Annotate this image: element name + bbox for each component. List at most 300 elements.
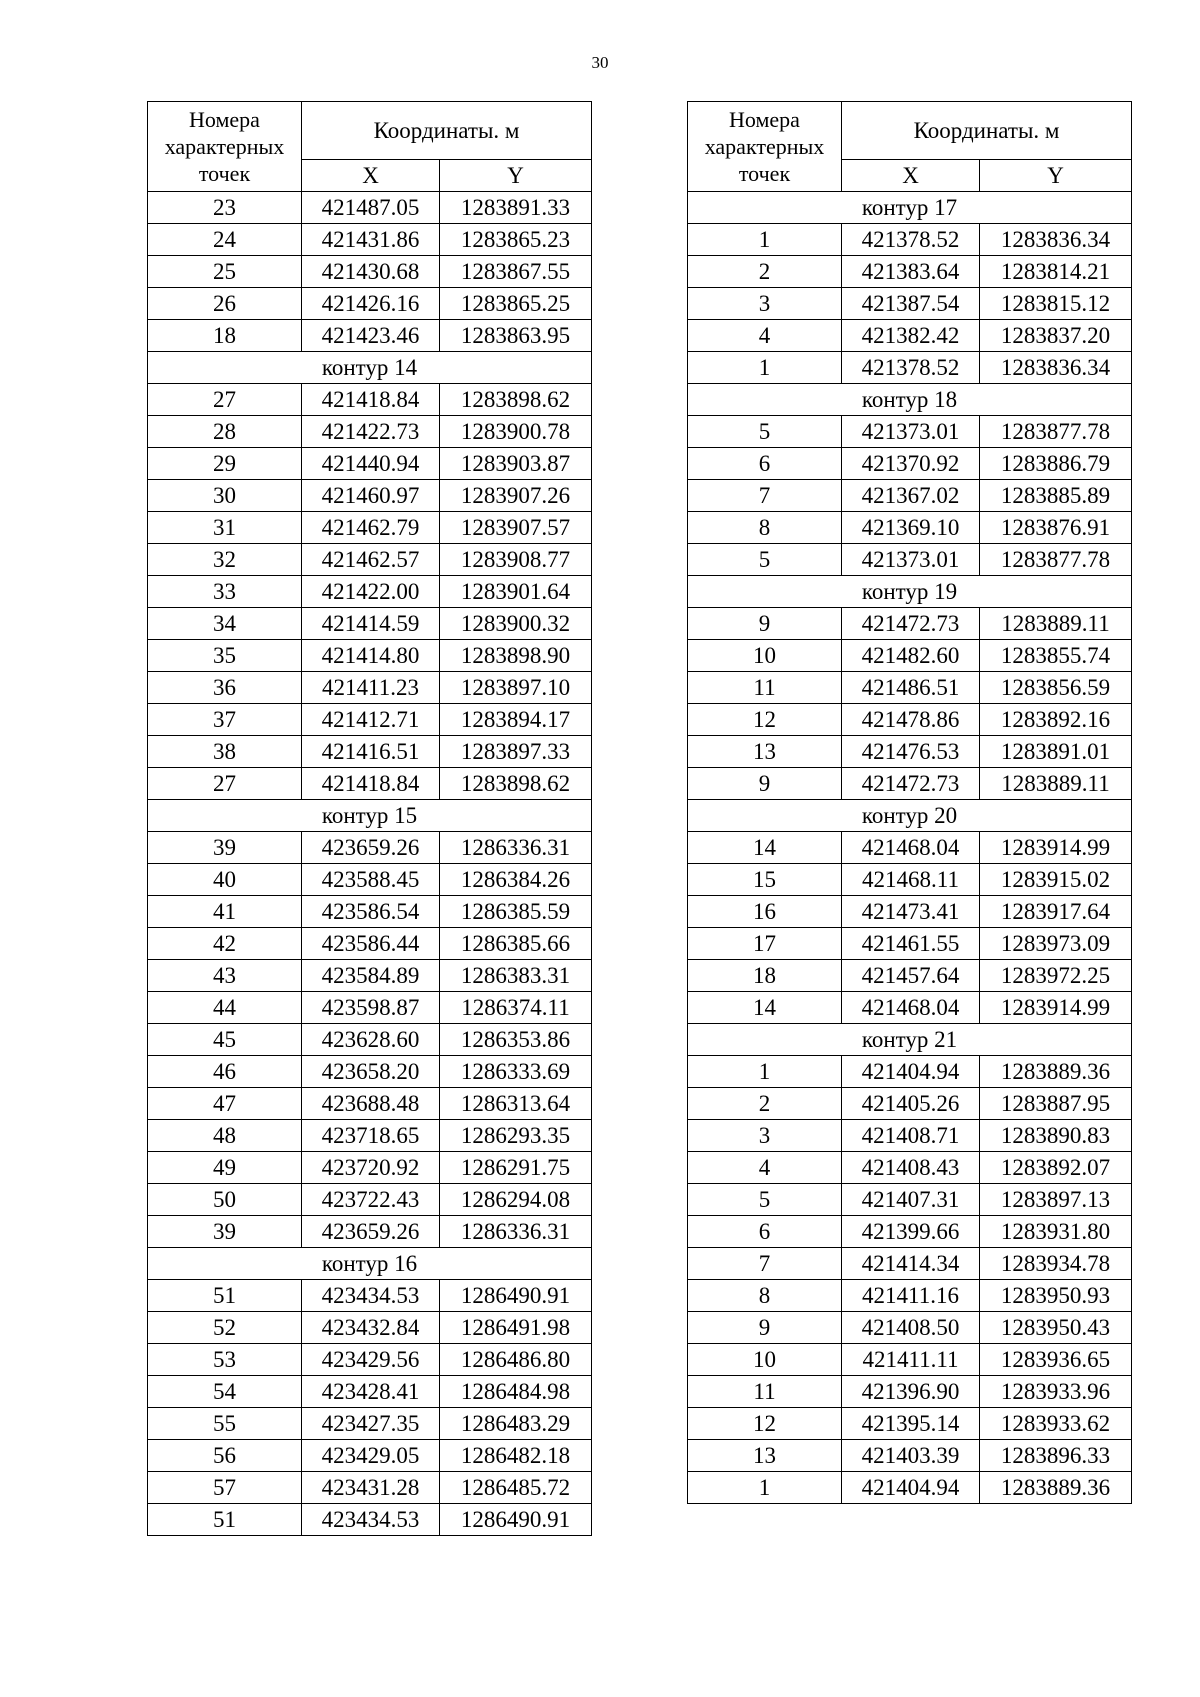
x-coordinate-cell: 421414.59 [302, 608, 440, 640]
x-coordinate-cell: 421407.31 [842, 1184, 980, 1216]
point-number-cell: 18 [148, 320, 302, 352]
point-number-cell: 18 [688, 960, 842, 992]
contour-label: контур 19 [688, 576, 1132, 608]
x-coordinate-cell: 421408.50 [842, 1312, 980, 1344]
x-coordinate-cell: 421440.94 [302, 448, 440, 480]
point-number-cell: 40 [148, 864, 302, 896]
y-coordinate-cell: 1283897.33 [440, 736, 592, 768]
contour-row [688, 384, 1132, 416]
table-row [688, 1408, 1132, 1440]
point-number-cell: 38 [148, 736, 302, 768]
table-row [148, 608, 592, 640]
point-number-cell: 11 [688, 672, 842, 704]
contour-label: контур 20 [688, 800, 1132, 832]
table-row [688, 1184, 1132, 1216]
table-row [688, 672, 1132, 704]
table-row [148, 768, 592, 800]
y-coordinate-cell: 1283897.13 [980, 1184, 1132, 1216]
contour-label: контур 18 [688, 384, 1132, 416]
y-coordinate-cell: 1286383.31 [440, 960, 592, 992]
x-coordinate-cell: 421411.11 [842, 1344, 980, 1376]
table-row [688, 832, 1132, 864]
table-row [688, 1312, 1132, 1344]
contour-row [148, 800, 592, 832]
point-number-cell: 39 [148, 832, 302, 864]
table-row [688, 1056, 1132, 1088]
y-coordinate-cell: 1283889.11 [980, 768, 1132, 800]
x-coordinate-cell: 423584.89 [302, 960, 440, 992]
contour-row [688, 192, 1132, 224]
point-number-cell: 5 [688, 544, 842, 576]
contour-row [148, 352, 592, 384]
point-number-cell: 43 [148, 960, 302, 992]
y-coordinate-cell: 1286490.91 [440, 1280, 592, 1312]
point-number-cell: 50 [148, 1184, 302, 1216]
y-coordinate-cell: 1283907.57 [440, 512, 592, 544]
x-coordinate-cell: 421403.39 [842, 1440, 980, 1472]
y-coordinate-cell: 1283896.33 [980, 1440, 1132, 1472]
table-row [148, 384, 592, 416]
point-number-cell: 2 [688, 1088, 842, 1120]
x-coordinate-cell: 421404.94 [842, 1056, 980, 1088]
table-row [148, 640, 592, 672]
point-number-cell: 15 [688, 864, 842, 896]
y-coordinate-cell: 1286483.29 [440, 1408, 592, 1440]
x-coordinate-cell: 423434.53 [302, 1280, 440, 1312]
table-row [148, 416, 592, 448]
x-coordinate-cell: 421486.51 [842, 672, 980, 704]
x-coordinate-cell: 421473.41 [842, 896, 980, 928]
point-number-cell: 1 [688, 352, 842, 384]
y-coordinate-cell: 1283907.26 [440, 480, 592, 512]
y-coordinate-cell: 1283903.87 [440, 448, 592, 480]
x-coordinate-cell: 421412.71 [302, 704, 440, 736]
x-coordinate-cell: 421395.14 [842, 1408, 980, 1440]
x-coordinate-cell: 421461.55 [842, 928, 980, 960]
x-coordinate-cell: 421405.26 [842, 1088, 980, 1120]
y-coordinate-cell: 1283886.79 [980, 448, 1132, 480]
point-number-header: Номера характерных точек [148, 102, 302, 192]
x-coordinate-cell: 421482.60 [842, 640, 980, 672]
table-row [148, 1152, 592, 1184]
y-coordinate-cell: 1283934.78 [980, 1248, 1132, 1280]
y-coordinate-cell: 1283876.91 [980, 512, 1132, 544]
x-coordinate-cell: 423628.60 [302, 1024, 440, 1056]
x-coordinate-cell: 421416.51 [302, 736, 440, 768]
y-coordinate-cell: 1283901.64 [440, 576, 592, 608]
x-coordinate-cell: 423428.41 [302, 1376, 440, 1408]
table-row [688, 224, 1132, 256]
table-row [688, 704, 1132, 736]
point-number-cell: 11 [688, 1376, 842, 1408]
point-number-cell: 5 [688, 416, 842, 448]
x-coordinate-cell: 423720.92 [302, 1152, 440, 1184]
table-row [148, 576, 592, 608]
x-coordinate-cell: 421370.92 [842, 448, 980, 480]
x-coordinate-cell: 421430.68 [302, 256, 440, 288]
y-coordinate-cell: 1283855.74 [980, 640, 1132, 672]
table-row [148, 224, 592, 256]
y-coordinate-cell: 1283865.25 [440, 288, 592, 320]
table-row [148, 896, 592, 928]
table-row [688, 1248, 1132, 1280]
y-coordinate-cell: 1286291.75 [440, 1152, 592, 1184]
table-row [688, 288, 1132, 320]
x-coordinate-cell: 421422.73 [302, 416, 440, 448]
y-coordinate-cell: 1283898.62 [440, 384, 592, 416]
table-row [688, 928, 1132, 960]
point-number-cell: 34 [148, 608, 302, 640]
y-coordinate-cell: 1286486.80 [440, 1344, 592, 1376]
x-coordinate-cell: 423429.56 [302, 1344, 440, 1376]
table-row [148, 288, 592, 320]
point-number-cell: 1 [688, 1056, 842, 1088]
table-row [688, 1376, 1132, 1408]
table-row [688, 608, 1132, 640]
y-coordinate-cell: 1286374.11 [440, 992, 592, 1024]
y-coordinate-cell: 1283936.65 [980, 1344, 1132, 1376]
point-number-cell: 8 [688, 1280, 842, 1312]
point-number-cell: 54 [148, 1376, 302, 1408]
table-row [688, 768, 1132, 800]
y-coordinate-cell: 1283914.99 [980, 832, 1132, 864]
table-row [148, 1440, 592, 1472]
y-coordinate-cell: 1283892.07 [980, 1152, 1132, 1184]
y-coordinate-cell: 1286491.98 [440, 1312, 592, 1344]
y-coordinate-cell: 1283898.62 [440, 768, 592, 800]
x-header: X [302, 160, 440, 192]
point-number-cell: 30 [148, 480, 302, 512]
point-number-cell: 23 [148, 192, 302, 224]
table-row [148, 1344, 592, 1376]
table-row [688, 1120, 1132, 1152]
point-number-cell: 12 [688, 704, 842, 736]
y-coordinate-cell: 1286336.31 [440, 1216, 592, 1248]
y-header: Y [440, 160, 592, 192]
table-row [148, 1280, 592, 1312]
y-coordinate-cell: 1283885.89 [980, 480, 1132, 512]
x-coordinate-cell: 421426.16 [302, 288, 440, 320]
y-coordinate-cell: 1283950.93 [980, 1280, 1132, 1312]
contour-row [688, 576, 1132, 608]
y-coordinate-cell: 1283915.02 [980, 864, 1132, 896]
x-coordinate-cell: 421418.84 [302, 768, 440, 800]
y-coordinate-cell: 1286353.86 [440, 1024, 592, 1056]
point-number-cell: 42 [148, 928, 302, 960]
point-number-cell: 9 [688, 608, 842, 640]
point-number-cell: 51 [148, 1280, 302, 1312]
table-row [148, 672, 592, 704]
x-coordinate-cell: 421468.04 [842, 992, 980, 1024]
point-number-cell: 47 [148, 1088, 302, 1120]
x-coordinate-cell: 421460.97 [302, 480, 440, 512]
table-row [688, 320, 1132, 352]
x-coordinate-cell: 421476.53 [842, 736, 980, 768]
point-number-cell: 9 [688, 768, 842, 800]
x-coordinate-cell: 421457.64 [842, 960, 980, 992]
table-row [148, 928, 592, 960]
x-coordinate-cell: 423659.26 [302, 1216, 440, 1248]
table-row [688, 512, 1132, 544]
table-row [148, 480, 592, 512]
point-number-cell: 14 [688, 832, 842, 864]
point-number-cell: 53 [148, 1344, 302, 1376]
table-body [148, 192, 592, 1536]
y-header: Y [980, 160, 1132, 192]
table-row [148, 256, 592, 288]
y-coordinate-cell: 1283933.62 [980, 1408, 1132, 1440]
y-coordinate-cell: 1283914.99 [980, 992, 1132, 1024]
y-coordinate-cell: 1283836.34 [980, 224, 1132, 256]
table-row [148, 1056, 592, 1088]
y-coordinate-cell: 1283867.55 [440, 256, 592, 288]
x-coordinate-cell: 421462.57 [302, 544, 440, 576]
point-number-cell: 56 [148, 1440, 302, 1472]
x-coordinate-cell: 421373.01 [842, 416, 980, 448]
y-coordinate-cell: 1283836.34 [980, 352, 1132, 384]
x-coordinate-cell: 423688.48 [302, 1088, 440, 1120]
y-coordinate-cell: 1283900.78 [440, 416, 592, 448]
x-coordinate-cell: 423659.26 [302, 832, 440, 864]
y-coordinate-cell: 1283877.78 [980, 416, 1132, 448]
x-coordinate-cell: 421422.00 [302, 576, 440, 608]
table-row [148, 448, 592, 480]
x-coordinate-cell: 423718.65 [302, 1120, 440, 1152]
table-row [688, 1152, 1132, 1184]
y-coordinate-cell: 1283950.43 [980, 1312, 1132, 1344]
x-coordinate-cell: 421472.73 [842, 608, 980, 640]
y-coordinate-cell: 1283892.16 [980, 704, 1132, 736]
point-number-cell: 51 [148, 1504, 302, 1536]
point-number-cell: 4 [688, 1152, 842, 1184]
y-coordinate-cell: 1283894.17 [440, 704, 592, 736]
table-row [148, 1120, 592, 1152]
x-coordinate-cell: 421369.10 [842, 512, 980, 544]
page-number: 30 [591, 53, 609, 72]
table-row [688, 1280, 1132, 1312]
point-number-cell: 36 [148, 672, 302, 704]
point-number-cell: 14 [688, 992, 842, 1024]
x-coordinate-cell: 421487.05 [302, 192, 440, 224]
point-number-cell: 25 [148, 256, 302, 288]
x-coordinate-cell: 421378.52 [842, 224, 980, 256]
y-coordinate-cell: 1286385.59 [440, 896, 592, 928]
x-coordinate-cell: 423429.05 [302, 1440, 440, 1472]
x-coordinate-cell: 421408.71 [842, 1120, 980, 1152]
x-coordinate-cell: 421414.80 [302, 640, 440, 672]
x-coordinate-cell: 421367.02 [842, 480, 980, 512]
y-coordinate-cell: 1286293.35 [440, 1120, 592, 1152]
point-number-cell: 10 [688, 1344, 842, 1376]
x-coordinate-cell: 423427.35 [302, 1408, 440, 1440]
y-coordinate-cell: 1283865.23 [440, 224, 592, 256]
x-coordinate-cell: 423586.44 [302, 928, 440, 960]
point-number-cell: 33 [148, 576, 302, 608]
coordinates-table-left [147, 101, 592, 1536]
x-coordinate-cell: 421472.73 [842, 768, 980, 800]
coordinates-header: Координаты. м [302, 102, 592, 160]
contour-row [148, 1248, 592, 1280]
table-row [688, 256, 1132, 288]
table-row [148, 1088, 592, 1120]
table-row [148, 704, 592, 736]
table-row [688, 864, 1132, 896]
table-row [148, 544, 592, 576]
x-coordinate-cell: 423432.84 [302, 1312, 440, 1344]
x-coordinate-cell: 421383.64 [842, 256, 980, 288]
point-number-cell: 28 [148, 416, 302, 448]
table-row [688, 1472, 1132, 1504]
contour-label: контур 16 [148, 1248, 592, 1280]
table-row [688, 992, 1132, 1024]
point-number-cell: 48 [148, 1120, 302, 1152]
table-row [688, 480, 1132, 512]
point-number-cell: 16 [688, 896, 842, 928]
x-coordinate-cell: 421431.86 [302, 224, 440, 256]
contour-label: контур 17 [688, 192, 1132, 224]
table-row [688, 1440, 1132, 1472]
contour-label: контур 21 [688, 1024, 1132, 1056]
x-coordinate-cell: 421373.01 [842, 544, 980, 576]
table-row [148, 1504, 592, 1536]
y-coordinate-cell: 1286336.31 [440, 832, 592, 864]
point-number-cell: 3 [688, 1120, 842, 1152]
y-coordinate-cell: 1283897.10 [440, 672, 592, 704]
y-coordinate-cell: 1283889.11 [980, 608, 1132, 640]
y-coordinate-cell: 1286313.64 [440, 1088, 592, 1120]
y-coordinate-cell: 1283837.20 [980, 320, 1132, 352]
table-row [148, 1184, 592, 1216]
point-number-cell: 52 [148, 1312, 302, 1344]
x-coordinate-cell: 421414.34 [842, 1248, 980, 1280]
point-number-cell: 32 [148, 544, 302, 576]
point-number-cell: 26 [148, 288, 302, 320]
x-coordinate-cell: 421478.86 [842, 704, 980, 736]
point-number-cell: 8 [688, 512, 842, 544]
point-number-cell: 31 [148, 512, 302, 544]
table-body [688, 192, 1132, 1504]
y-coordinate-cell: 1286333.69 [440, 1056, 592, 1088]
contour-row [688, 800, 1132, 832]
coordinates-table-right [687, 101, 1132, 1504]
table-row [688, 1216, 1132, 1248]
coordinates-header: Координаты. м [842, 102, 1132, 160]
table-row [688, 544, 1132, 576]
y-coordinate-cell: 1283931.80 [980, 1216, 1132, 1248]
x-coordinate-cell: 423431.28 [302, 1472, 440, 1504]
point-number-cell: 29 [148, 448, 302, 480]
point-number-cell: 2 [688, 256, 842, 288]
point-number-cell: 12 [688, 1408, 842, 1440]
point-number-cell: 7 [688, 480, 842, 512]
x-coordinate-cell: 421418.84 [302, 384, 440, 416]
y-coordinate-cell: 1283898.90 [440, 640, 592, 672]
point-number-cell: 13 [688, 1440, 842, 1472]
table-row [148, 1312, 592, 1344]
point-number-cell: 39 [148, 1216, 302, 1248]
y-coordinate-cell: 1283814.21 [980, 256, 1132, 288]
table-row [148, 1376, 592, 1408]
y-coordinate-cell: 1286490.91 [440, 1504, 592, 1536]
table-row [148, 992, 592, 1024]
y-coordinate-cell: 1283908.77 [440, 544, 592, 576]
point-number-cell: 55 [148, 1408, 302, 1440]
point-number-cell: 6 [688, 448, 842, 480]
point-number-cell: 24 [148, 224, 302, 256]
x-coordinate-cell: 421387.54 [842, 288, 980, 320]
x-coordinate-cell: 421382.42 [842, 320, 980, 352]
table-row [148, 512, 592, 544]
y-coordinate-cell: 1286385.66 [440, 928, 592, 960]
contour-row [688, 1024, 1132, 1056]
point-number-cell: 45 [148, 1024, 302, 1056]
x-coordinate-cell: 423588.45 [302, 864, 440, 896]
x-coordinate-cell: 421399.66 [842, 1216, 980, 1248]
point-number-cell: 1 [688, 224, 842, 256]
y-coordinate-cell: 1286384.26 [440, 864, 592, 896]
y-coordinate-cell: 1286484.98 [440, 1376, 592, 1408]
table-row [688, 448, 1132, 480]
point-number-cell: 9 [688, 1312, 842, 1344]
point-number-cell: 7 [688, 1248, 842, 1280]
y-coordinate-cell: 1283889.36 [980, 1056, 1132, 1088]
table-row [148, 1408, 592, 1440]
x-coordinate-cell: 423586.54 [302, 896, 440, 928]
point-number-cell: 13 [688, 736, 842, 768]
point-number-cell: 49 [148, 1152, 302, 1184]
y-coordinate-cell: 1283890.83 [980, 1120, 1132, 1152]
point-number-cell: 10 [688, 640, 842, 672]
x-coordinate-cell: 421396.90 [842, 1376, 980, 1408]
y-coordinate-cell: 1286294.08 [440, 1184, 592, 1216]
y-coordinate-cell: 1286482.18 [440, 1440, 592, 1472]
table-row [148, 1024, 592, 1056]
x-coordinate-cell: 423434.53 [302, 1504, 440, 1536]
point-number-cell: 41 [148, 896, 302, 928]
table-row [688, 1088, 1132, 1120]
table-row [688, 352, 1132, 384]
point-number-cell: 27 [148, 768, 302, 800]
table-row [688, 1344, 1132, 1376]
point-number-cell: 35 [148, 640, 302, 672]
x-coordinate-cell: 423598.87 [302, 992, 440, 1024]
point-number-cell: 3 [688, 288, 842, 320]
point-number-cell: 46 [148, 1056, 302, 1088]
x-coordinate-cell: 421411.23 [302, 672, 440, 704]
point-number-cell: 6 [688, 1216, 842, 1248]
table-row [148, 864, 592, 896]
table-row [148, 736, 592, 768]
x-coordinate-cell: 423722.43 [302, 1184, 440, 1216]
y-coordinate-cell: 1283933.96 [980, 1376, 1132, 1408]
x-coordinate-cell: 421462.79 [302, 512, 440, 544]
table-row [148, 192, 592, 224]
y-coordinate-cell: 1283900.32 [440, 608, 592, 640]
y-coordinate-cell: 1283889.36 [980, 1472, 1132, 1504]
y-coordinate-cell: 1283815.12 [980, 288, 1132, 320]
table-row [148, 1216, 592, 1248]
table-row [688, 896, 1132, 928]
point-number-cell: 27 [148, 384, 302, 416]
y-coordinate-cell: 1283972.25 [980, 960, 1132, 992]
table-row [148, 960, 592, 992]
x-header: X [842, 160, 980, 192]
table-row [148, 320, 592, 352]
x-coordinate-cell: 421404.94 [842, 1472, 980, 1504]
point-number-cell: 1 [688, 1472, 842, 1504]
point-number-cell: 4 [688, 320, 842, 352]
x-coordinate-cell: 421468.04 [842, 832, 980, 864]
